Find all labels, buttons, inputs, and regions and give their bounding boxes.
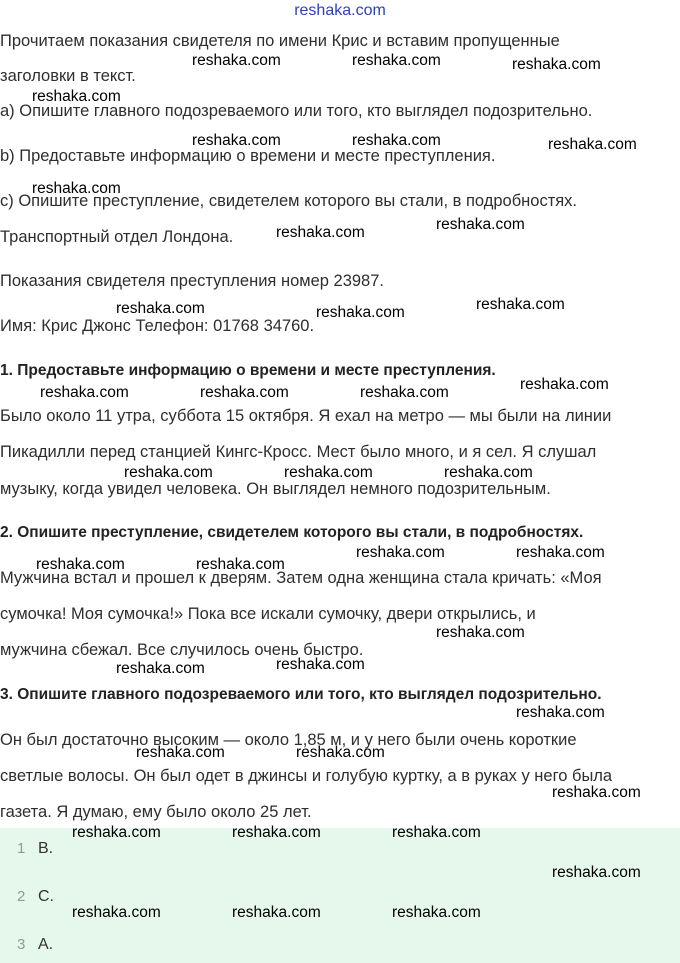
watermark: reshaka.com [32, 88, 121, 105]
section-3-line: Он был достаточно высоким — около 1,85 м, и у него были очень короткие [0, 731, 577, 749]
watermark: reshaka.com [32, 180, 121, 197]
section-3-heading: 3. Опишите главного подозреваемого или того, кто выглядел подозрительно. [0, 686, 602, 703]
option-a: a) Опишите главного подозреваемого или того, кто выглядел подозрительно. [0, 102, 593, 120]
watermark: reshaka.com [136, 744, 225, 761]
watermark: reshaka.com [360, 384, 449, 401]
watermark: reshaka.com [552, 864, 641, 881]
answer-value: A. [38, 936, 54, 953]
intro-line-1: Прочитаем показания свидетеля по имени Крис и вставим пропущенные [0, 32, 560, 50]
watermark: reshaka.com [276, 224, 365, 241]
watermark: reshaka.com [196, 556, 285, 573]
section-1-line: Было около 11 утра, суббота 15 октября. Я ехал на метро — мы были на линии [0, 407, 612, 425]
watermark: reshaka.com [232, 824, 321, 841]
section-2-line: Мужчина встал и прошел к дверям. Затем одна женщина стала кричать: «Моя [0, 569, 602, 587]
option-b: b) Предоставьте информацию о времени и месте преступления. [0, 147, 496, 165]
watermark: reshaka.com [352, 132, 441, 149]
watermark: reshaka.com [116, 300, 205, 317]
section-2-heading: 2. Опишите преступление, свидетелем которого вы стали, в подробностях. [0, 524, 584, 541]
watermark: reshaka.com [516, 544, 605, 561]
watermark: reshaka.com [436, 624, 525, 641]
option-c: c) Опишите преступление, свидетелем которого вы стали, в подробностях. [0, 192, 578, 210]
watermark: reshaka.com [444, 464, 533, 481]
report-number: Показания свидетеля преступления номер 23987. [0, 272, 384, 290]
watermark: reshaka.com [124, 464, 213, 481]
watermark: reshaka.com [72, 824, 161, 841]
watermark: reshaka.com [552, 784, 641, 801]
section-3-line: газета. Я думаю, ему было около 25 лет. [0, 803, 312, 821]
answer-number: 2 [17, 888, 26, 905]
watermark: reshaka.com [192, 52, 281, 69]
section-3-line: светлые волосы. Он был одет в джинсы и голубую куртку, а в руках у него была [0, 767, 613, 785]
watermark: reshaka.com [72, 904, 161, 921]
watermark: reshaka.com [520, 376, 609, 393]
answer-row [0, 933, 680, 957]
report-department: Транспортный отдел Лондона. [0, 228, 234, 246]
watermark: reshaka.com [296, 744, 385, 761]
watermark: reshaka.com [36, 556, 125, 573]
section-2-line: сумочка! Моя сумочка!» Пока все искали сумочку, двери открылись, и [0, 605, 536, 623]
watermark: reshaka.com [40, 384, 129, 401]
answer-number: 3 [17, 936, 26, 953]
report-contact: Имя: Крис Джонс Телефон: 01768 34760. [0, 317, 315, 335]
watermark: reshaka.com [200, 384, 289, 401]
watermark: reshaka.com [548, 136, 637, 153]
watermark: reshaka.com [476, 296, 565, 313]
watermark: reshaka.com [356, 544, 445, 561]
watermark: reshaka.com [512, 56, 601, 73]
answer-number: 1 [17, 840, 26, 857]
section-1-heading: 1. Предоставьте информацию о времени и месте преступления. [0, 362, 496, 379]
watermark: reshaka.com [276, 656, 365, 673]
intro-line-2: заголовки в текст. [0, 67, 136, 85]
watermark: reshaka.com [392, 904, 481, 921]
watermark: reshaka.com [192, 132, 281, 149]
watermark: reshaka.com [436, 216, 525, 233]
section-1-line: музыку, когда увидел человека. Он выглядел немного подозрительным. [0, 480, 551, 498]
answers-panel [0, 828, 680, 963]
watermark: reshaka.com [116, 660, 205, 677]
section-1-line: Пикадилли перед станцией Кингс-Кросс. Мест было много, и я сел. Я слушал [0, 443, 597, 461]
watermark: reshaka.com [284, 464, 373, 481]
section-2-line: мужчина сбежал. Все случилось очень быстро. [0, 641, 364, 659]
answer-value: B. [38, 840, 54, 857]
watermark: reshaka.com [392, 824, 481, 841]
watermark: reshaka.com [352, 52, 441, 69]
site-link[interactable]: reshaka.com [294, 2, 386, 19]
watermark: reshaka.com [316, 304, 405, 321]
answer-value: C. [38, 888, 54, 905]
watermark: reshaka.com [232, 904, 321, 921]
watermark: reshaka.com [516, 704, 605, 721]
